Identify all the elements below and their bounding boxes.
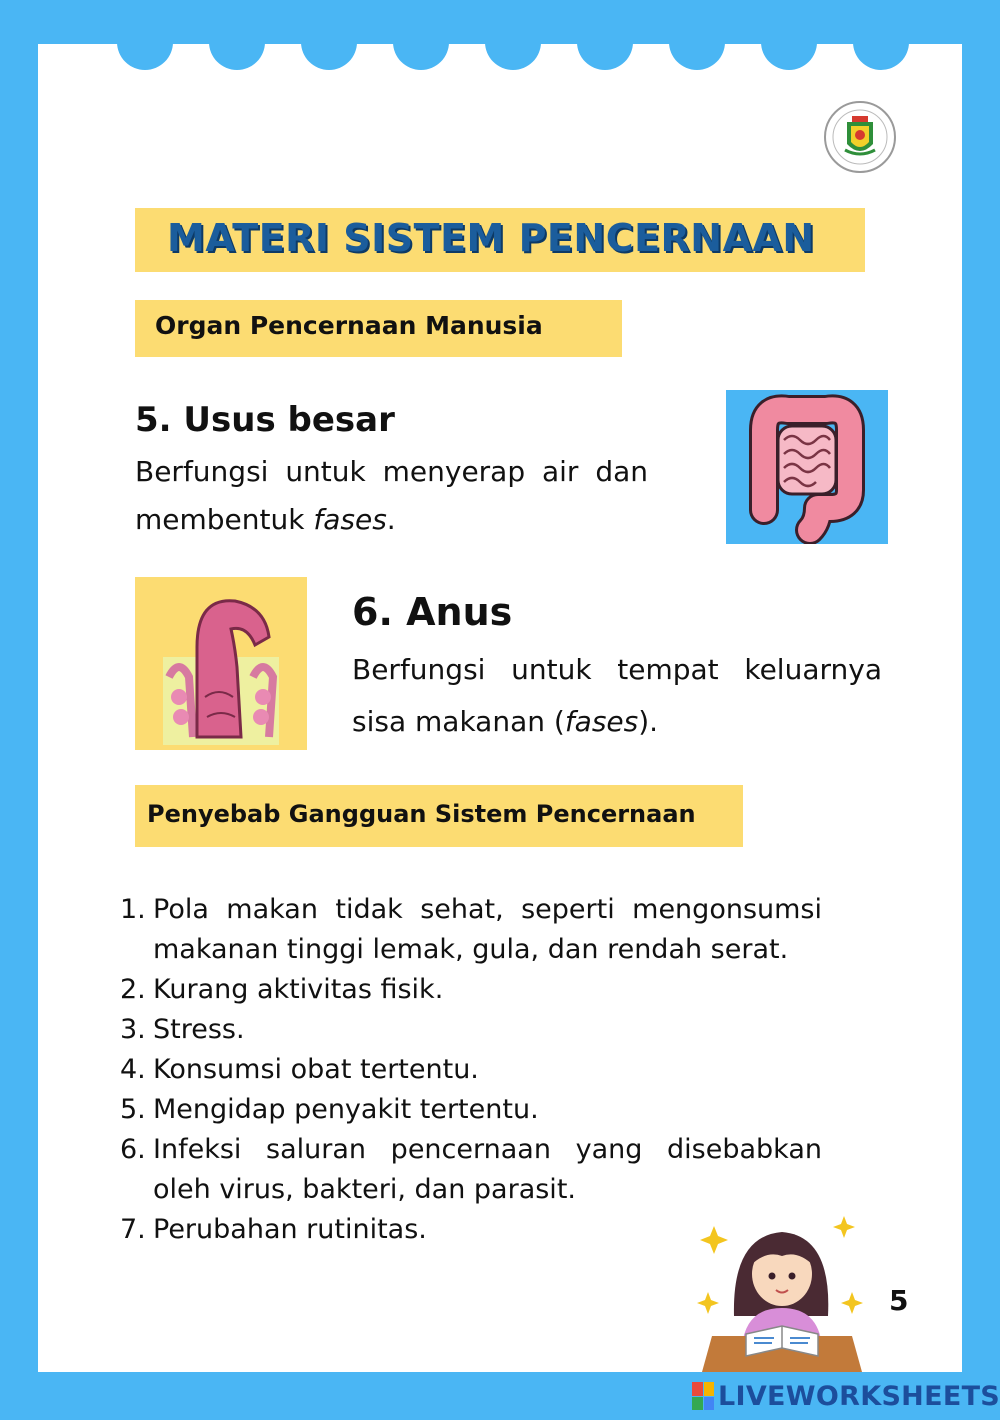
studying-girl-illustration: [694, 1196, 870, 1372]
organ6-description: Berfungsi untuk tempat keluarnya sisa makanan (fases).: [352, 653, 882, 738]
list-item: 6. Infeksi saluran pencernaan yang disebabkan oleh virus, bakteri, dan parasit.: [120, 1134, 822, 1205]
liveworksheets-logo-icon: [692, 1382, 714, 1410]
list-item: 1. Pola makan tidak sehat, seperti mengonsumsi makanan tinggi lemak, gula, dan rendah serat.: [120, 894, 822, 965]
section-causes-title: Penyebab Gangguan Sistem Pencernaan: [147, 800, 696, 828]
anus-rectum-icon: [135, 577, 307, 750]
list-item: 4. Konsumsi obat tertentu.: [120, 1054, 479, 1085]
organ5-description: Berfungsi untuk menyerap air dan membentuk fases.: [135, 455, 648, 536]
liveworksheets-footer: [692, 1378, 1000, 1414]
footer-brand: LIVEWORKSHEETS: [718, 1380, 1000, 1412]
list-item: 2. Kurang aktivitas fisik.: [120, 974, 444, 1005]
section-causes-banner: [135, 785, 743, 847]
page-number: 5: [889, 1284, 909, 1317]
school-seal-logo: [823, 100, 897, 174]
section-organs-title: Organ Pencernaan Manusia: [155, 311, 543, 340]
list-item: 3. Stress.: [120, 1014, 245, 1045]
list-item: 7. Perubahan rutinitas.: [120, 1214, 427, 1245]
large-intestine-image: [726, 390, 888, 544]
organ5-heading: 5. Usus besar: [135, 400, 395, 440]
organ6-heading: 6. Anus: [352, 590, 513, 634]
large-intestine-icon: [726, 390, 888, 544]
main-title-banner: [135, 208, 865, 272]
anus-image: [135, 577, 307, 750]
section-organs-banner: [135, 300, 622, 357]
main-title: MATERI SISTEM PENCERNAAN: [167, 216, 815, 260]
list-item: 5. Mengidap penyakit tertentu.: [120, 1094, 539, 1125]
